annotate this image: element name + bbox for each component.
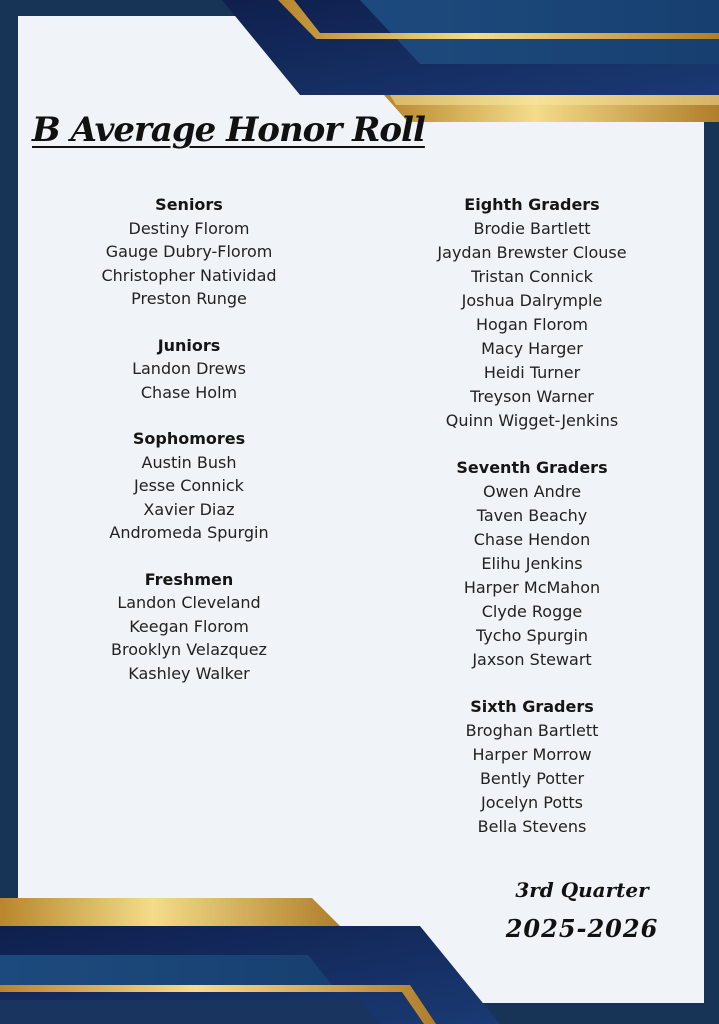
student-name: Tristan Connick [471, 267, 593, 286]
student-name: Quinn Wigget-Jenkins [445, 411, 619, 430]
student-name: Xavier Diaz [143, 499, 235, 519]
student-name: Destiny Florom [128, 218, 250, 238]
student-name: Jocelyn Potts [480, 793, 584, 812]
student-list [412, 480, 652, 672]
grade-heading: Seniors [155, 195, 223, 214]
student-name: Chase Hendon [473, 530, 591, 549]
student-name: Joshua Dalrymple [461, 291, 603, 310]
student-name: Treyson Warner [470, 387, 594, 406]
student-name: Andromeda Spurgin [109, 523, 269, 542]
grade-heading: Freshmen [144, 569, 234, 589]
student-name: Keegan Florom [129, 616, 249, 636]
student-name: Brooklyn Velazquez [111, 640, 267, 659]
grade-heading: Juniors [157, 335, 221, 355]
student-name: Jaydan Brewster Clouse [437, 243, 627, 262]
grade-heading: Seventh Graders [456, 458, 608, 477]
student-name: Harper Morrow [472, 745, 592, 764]
student-name: Clyde Rogge [481, 602, 583, 621]
grade-heading: Sophomores [132, 429, 246, 448]
student-name: Gauge Dubry-Florom [105, 242, 273, 261]
school-year-label: 2025-2026 [505, 914, 659, 943]
student-list [412, 719, 652, 839]
student-name: Taven Beachy [476, 506, 588, 525]
student-list [78, 357, 300, 404]
page-title: B Average Honor Roll [32, 110, 425, 150]
student-name: Jaxson Stewart [472, 650, 592, 669]
student-name: Elihu Jenkins [481, 554, 583, 573]
student-list [412, 217, 652, 433]
student-name: Tycho Spurgin [475, 626, 589, 645]
left-column [78, 193, 300, 708]
student-name: Hogan Florom [475, 315, 589, 334]
student-name: Bently Potter [479, 769, 585, 788]
grade-group [412, 193, 652, 433]
student-name: Christopher Natividad [101, 265, 277, 285]
grade-group [78, 193, 300, 311]
student-name: Chase Holm [140, 382, 238, 402]
student-list [78, 451, 300, 545]
grade-heading: Eighth Graders [464, 195, 600, 214]
student-name: Jesse Connick [134, 476, 244, 495]
student-name: Macy Harger [481, 339, 583, 358]
student-name: Kashley Walker [128, 663, 250, 683]
quarter-label: 3rd Quarter [515, 878, 649, 902]
student-name: Landon Drews [132, 359, 246, 378]
grade-group [412, 695, 652, 839]
grade-group [78, 427, 300, 545]
grade-group [78, 568, 300, 686]
grade-group [78, 334, 300, 405]
student-name: Preston Runge [131, 289, 247, 308]
right-column [412, 193, 652, 862]
grade-heading: Sixth Graders [470, 697, 594, 716]
student-list [78, 217, 300, 311]
student-list [78, 591, 300, 685]
student-name: Brodie Bartlett [473, 219, 591, 238]
student-name: Bella Stevens [477, 817, 587, 836]
student-name: Heidi Turner [483, 363, 581, 382]
student-name: Landon Cleveland [117, 593, 261, 612]
student-name: Broghan Bartlett [465, 721, 599, 740]
student-name: Austin Bush [141, 452, 237, 472]
student-name: Owen Andre [482, 482, 582, 501]
grade-group [412, 456, 652, 672]
student-name: Harper McMahon [463, 578, 601, 597]
